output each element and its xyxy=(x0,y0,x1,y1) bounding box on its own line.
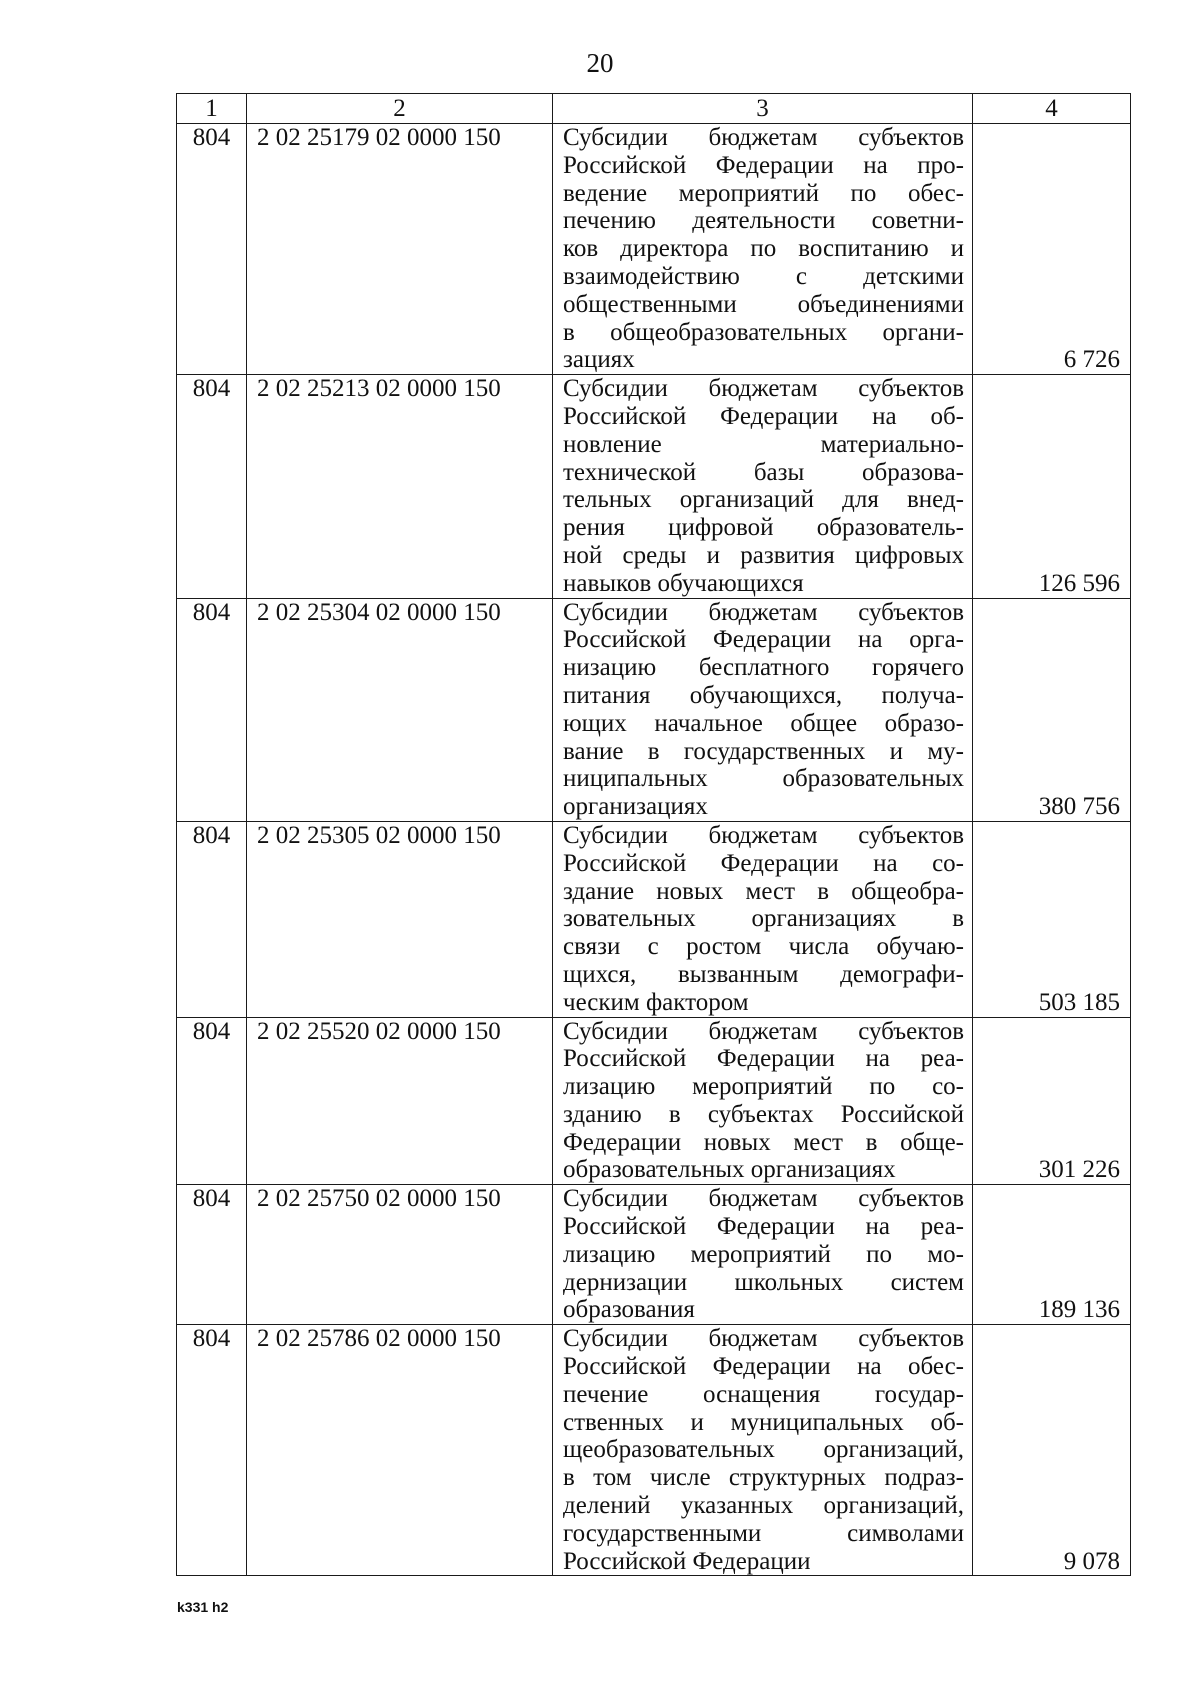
income-code-cell: 2 02 25520 02 0000 150 xyxy=(247,1017,553,1185)
description-line: в общеобразовательных органи- xyxy=(563,318,964,346)
description-line: Субсидии бюджетам субъектов xyxy=(563,821,964,849)
table-row xyxy=(177,598,1131,821)
description-line: Субсидии бюджетам субъектов xyxy=(563,1325,964,1353)
description-line: ческим фактором xyxy=(563,988,749,1016)
description-line: технической базы образова- xyxy=(563,458,964,486)
description-line: лизацию мероприятий по мо- xyxy=(563,1240,964,1268)
description-line: делений указанных организаций, xyxy=(563,1492,964,1520)
table-row xyxy=(177,1185,1131,1325)
header-row xyxy=(177,94,1131,124)
admin-code-cell: 804 xyxy=(177,1185,247,1325)
description-line: образования xyxy=(563,1296,695,1324)
description-line: зациях xyxy=(563,346,635,374)
income-code-cell: 2 02 25750 02 0000 150 xyxy=(247,1185,553,1325)
description-line: здание новых мест в общеобра- xyxy=(563,877,964,905)
description-line: взаимодействию с детскими xyxy=(563,262,964,290)
description-cell xyxy=(553,1325,973,1576)
description-line: Российской Федерации xyxy=(563,1547,811,1575)
column-header-1: 1 xyxy=(177,94,247,124)
description-line: Российской Федерации на обес- xyxy=(563,1353,964,1381)
description-line: Субсидии бюджетам субъектов xyxy=(563,124,964,151)
description-line: навыков обучающихся xyxy=(563,569,804,597)
description-cell xyxy=(553,598,973,821)
description-line: ведение мероприятий по обес- xyxy=(563,179,964,207)
column-header-4: 4 xyxy=(973,94,1131,124)
description-line: ственных и муниципальных об- xyxy=(563,1408,964,1436)
description-line: Субсидии бюджетам субъектов xyxy=(563,375,964,403)
admin-code-cell: 804 xyxy=(177,821,247,1017)
description-line: ющих начальное общее образо- xyxy=(563,709,964,737)
description-line: новление материально- xyxy=(563,430,964,458)
table-body xyxy=(177,124,1131,1576)
income-code-cell: 2 02 25786 02 0000 150 xyxy=(247,1325,553,1576)
amount-cell: 380 756 xyxy=(973,598,1131,821)
description-line: щеобразовательных организаций, xyxy=(563,1436,964,1464)
description-line: общественными объединениями xyxy=(563,290,964,318)
table-row xyxy=(177,375,1131,598)
description-cell xyxy=(553,375,973,598)
description-line: тельных организаций для внед- xyxy=(563,486,964,514)
amount-cell: 301 226 xyxy=(973,1017,1131,1185)
description-line: ков директора по воспитанию и xyxy=(563,235,964,263)
description-line: лизацию мероприятий по со- xyxy=(563,1073,964,1101)
description-line: зовательных организациях в xyxy=(563,905,964,933)
income-code-cell: 2 02 25179 02 0000 150 xyxy=(247,124,553,375)
description-line: Субсидии бюджетам субъектов xyxy=(563,1017,964,1045)
description-line: низацию бесплатного горячего xyxy=(563,654,964,682)
description-line: ниципальных образовательных xyxy=(563,765,964,793)
admin-code-cell: 804 xyxy=(177,598,247,821)
description-line: государственными символами xyxy=(563,1519,964,1547)
income-code-cell: 2 02 25213 02 0000 150 xyxy=(247,375,553,598)
description-line: питания обучающихся, получа- xyxy=(563,681,964,709)
description-line: Российской Федерации на реа- xyxy=(563,1045,964,1073)
amount-cell: 9 078 xyxy=(973,1325,1131,1576)
description-line: Федерации новых мест в обще- xyxy=(563,1128,964,1156)
income-code-cell: 2 02 25304 02 0000 150 xyxy=(247,598,553,821)
description-cell xyxy=(553,124,973,375)
description-cell xyxy=(553,1185,973,1325)
description-line: ной среды и развития цифровых xyxy=(563,541,964,569)
description-line: зданию в субъектах Российской xyxy=(563,1100,964,1128)
amount-cell: 189 136 xyxy=(973,1185,1131,1325)
footer-mark: k331 h2 xyxy=(177,1599,229,1615)
description-line: Субсидии бюджетам субъектов xyxy=(563,598,964,626)
page-number: 20 xyxy=(586,48,614,78)
table-row xyxy=(177,124,1131,375)
table-header xyxy=(177,94,1131,124)
column-header-3: 3 xyxy=(553,94,973,124)
income-code-cell: 2 02 25305 02 0000 150 xyxy=(247,821,553,1017)
table-row xyxy=(177,1325,1131,1576)
description-line: дернизации школьных систем xyxy=(563,1268,964,1296)
description-line: Российской Федерации на реа- xyxy=(563,1213,964,1241)
admin-code-cell: 804 xyxy=(177,124,247,375)
admin-code-cell: 804 xyxy=(177,375,247,598)
description-line: печению деятельности советни- xyxy=(563,207,964,235)
column-header-2: 2 xyxy=(247,94,553,124)
description-line: образовательных организациях xyxy=(563,1156,896,1184)
amount-cell: 503 185 xyxy=(973,821,1131,1017)
description-cell xyxy=(553,821,973,1017)
admin-code-cell: 804 xyxy=(177,1017,247,1185)
description-line: рения цифровой образователь- xyxy=(563,514,964,542)
description-line: щихся, вызванным демографи- xyxy=(563,960,964,988)
admin-code-cell: 804 xyxy=(177,1325,247,1576)
table-row xyxy=(177,1017,1131,1185)
description-cell xyxy=(553,1017,973,1185)
description-line: Российской Федерации на про- xyxy=(563,151,964,179)
description-line: Российской Федерации на об- xyxy=(563,402,964,430)
budget-table xyxy=(176,93,1131,1576)
description-line: Субсидии бюджетам субъектов xyxy=(563,1185,964,1213)
description-line: в том числе структурных подраз- xyxy=(563,1464,964,1492)
amount-cell: 6 726 xyxy=(973,124,1131,375)
description-line: печение оснащения государ- xyxy=(563,1380,964,1408)
description-line: Российской Федерации на со- xyxy=(563,849,964,877)
table-row xyxy=(177,821,1131,1017)
description-line: связи с ростом числа обучаю- xyxy=(563,933,964,961)
description-line: вание в государственных и му- xyxy=(563,737,964,765)
amount-cell: 126 596 xyxy=(973,375,1131,598)
description-line: организациях xyxy=(563,793,708,821)
description-line: Российской Федерации на орга- xyxy=(563,626,964,654)
